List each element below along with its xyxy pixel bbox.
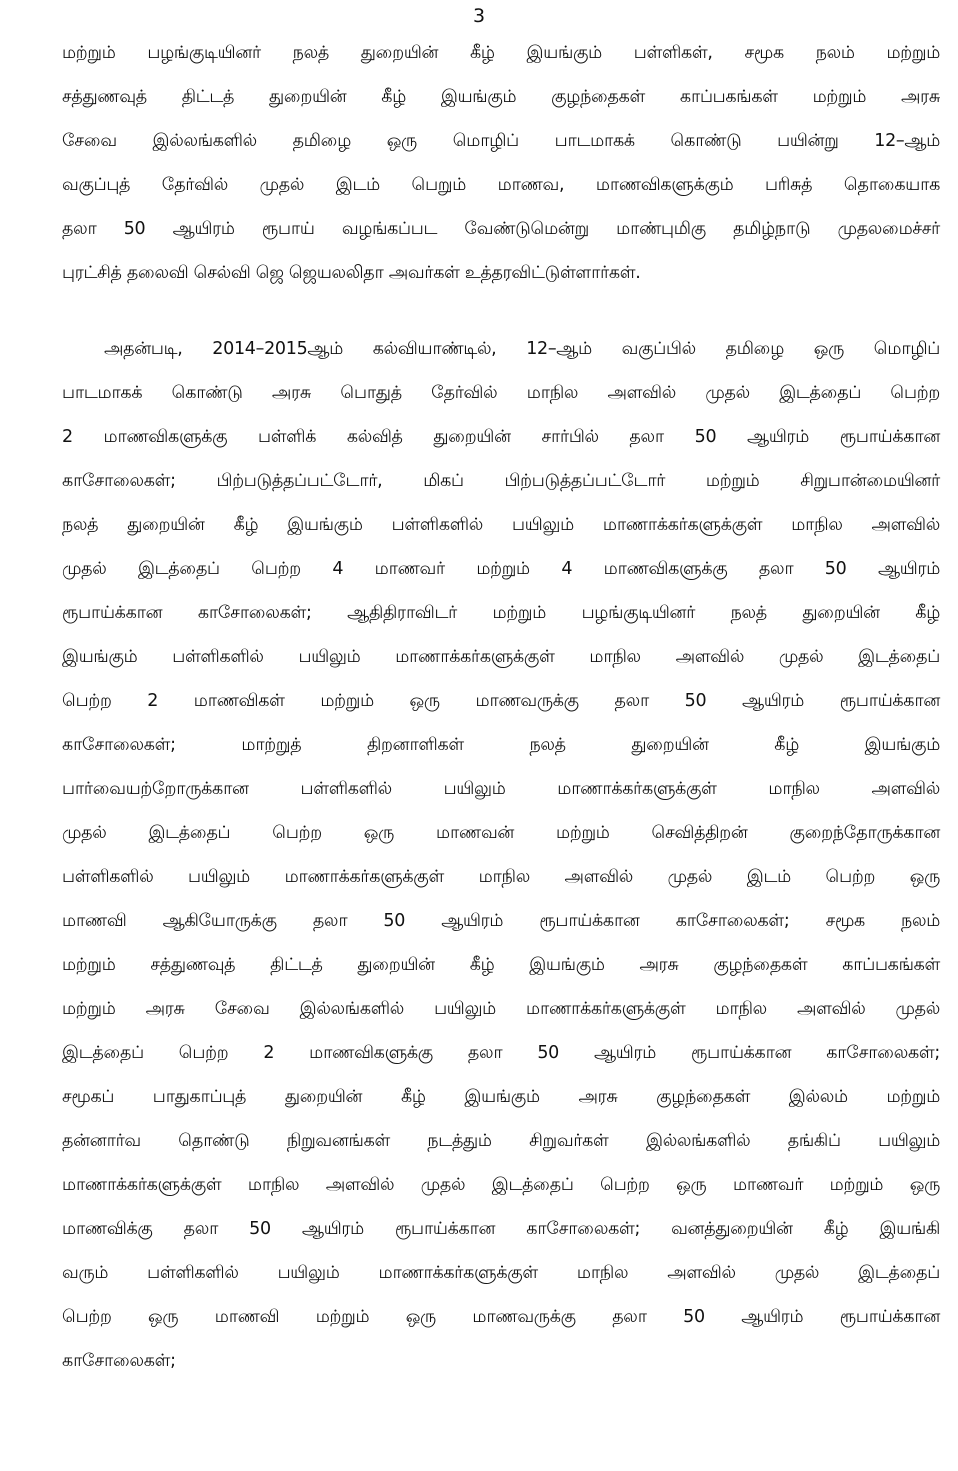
text-line: சேவை இல்லங்களில் தமிழை ஒரு மொழிப் பாடமாகக் கொண்டு பயின்று 12–ஆம் xyxy=(62,131,940,151)
text-line: பள்ளிகளில் பயிலும் மாணாக்கர்களுக்குள் மாநில அளவில் முதல் இடம் பெற்ற ஒரு xyxy=(62,867,940,887)
text-line: புரட்சித் தலைவி செல்வி ஜெ ஜெயலலிதா அவர்கள் உத்தரவிட்டுள்ளார்கள். xyxy=(62,263,641,283)
text-line: அதன்படி, 2014–2015ஆம் கல்வியாண்டில், 12–ஆம் வகுப்பில் தமிழை ஒரு மொழிப் xyxy=(104,339,940,359)
text-line: காசோலைகள்; மாற்றுத் திறனாளிகள் நலத் துறையின் கீழ் இயங்கும் xyxy=(62,735,940,755)
text-line: 2 மாணவிகளுக்கு பள்ளிக் கல்வித் துறையின் சார்பில் தலா 50 ஆயிரம் ரூபாய்க்கான xyxy=(62,427,940,447)
text-line: இடத்தைப் பெற்ற 2 மாணவிகளுக்கு தலா 50 ஆயிரம் ரூபாய்க்கான காசோலைகள்; xyxy=(62,1043,940,1063)
text-line: தன்னார்வ தொண்டு நிறுவனங்கள் நடத்தும் சிறுவர்கள் இல்லங்களில் தங்கிப் பயிலும் xyxy=(62,1131,940,1151)
text-line: தலா 50 ஆயிரம் ரூபாய் வழங்கப்பட வேண்டுமென்று மாண்புமிகு தமிழ்நாடு முதலமைச்சர் xyxy=(62,219,940,239)
paragraph-2 xyxy=(62,327,940,1383)
text-line: மாணாக்கர்களுக்குள் மாநில அளவில் முதல் இடத்தைப் பெற்ற ஒரு மாணவர் மற்றும் ஒரு xyxy=(62,1175,940,1195)
text-line: காசோலைகள்; பிற்படுத்தப்பட்டோர், மிகப் பிற்படுத்தப்பட்டோர் மற்றும் சிறுபான்மையினர் xyxy=(62,471,940,491)
text-line: ரூபாய்க்கான காசோலைகள்; ஆதிதிராவிடர் மற்றும் பழங்குடியினர் நலத் துறையின் கீழ் xyxy=(62,603,940,623)
text-line: மாணவி ஆகியோருக்கு தலா 50 ஆயிரம் ரூபாய்க்கான காசோலைகள்; சமூக நலம் xyxy=(62,911,940,931)
text-line: பாடமாகக் கொண்டு அரசு பொதுத் தேர்வில் மாநில அளவில் முதல் இடத்தைப் பெற்ற xyxy=(62,383,940,403)
text-line: பார்வையற்றோருக்கான பள்ளிகளில் பயிலும் மாணாக்கர்களுக்குள் மாநில அளவில் xyxy=(62,779,940,799)
text-line: சத்துணவுத் திட்டத் துறையின் கீழ் இயங்கும் குழந்தைகள் காப்பகங்கள் மற்றும் அரசு xyxy=(62,87,940,107)
text-line: மற்றும் சத்துணவுத் திட்டத் துறையின் கீழ் இயங்கும் அரசு குழந்தைகள் காப்பகங்கள் xyxy=(62,955,940,975)
page-number: 3 xyxy=(472,5,486,27)
text-line: இயங்கும் பள்ளிகளில் பயிலும் மாணாக்கர்களுக்குள் மாநில அளவில் முதல் இடத்தைப் xyxy=(62,647,940,667)
text-line: முதல் இடத்தைப் பெற்ற ஒரு மாணவன் மற்றும் செவித்திறன் குறைந்தோருக்கான xyxy=(62,823,940,843)
text-line: சமூகப் பாதுகாப்புத் துறையின் கீழ் இயங்கும் அரசு குழந்தைகள் இல்லம் மற்றும் xyxy=(62,1087,940,1107)
paragraph-1 xyxy=(62,31,940,295)
text-line: மாணவிக்கு தலா 50 ஆயிரம் ரூபாய்க்கான காசோலைகள்; வனத்துறையின் கீழ் இயங்கி xyxy=(62,1219,940,1239)
text-line: பெற்ற ஒரு மாணவி மற்றும் ஒரு மாணவருக்கு தலா 50 ஆயிரம் ரூபாய்க்கான xyxy=(62,1307,940,1327)
text-line: முதல் இடத்தைப் பெற்ற 4 மாணவர் மற்றும் 4 மாணவிகளுக்கு தலா 50 ஆயிரம் xyxy=(62,559,940,579)
text-line: வரும் பள்ளிகளில் பயிலும் மாணாக்கர்களுக்குள் மாநில அளவில் முதல் இடத்தைப் xyxy=(62,1263,940,1283)
text-line: மற்றும் அரசு சேவை இல்லங்களில் பயிலும் மாணாக்கர்களுக்குள் மாநில அளவில் முதல் xyxy=(62,999,940,1019)
text-line: காசோலைகள்; xyxy=(62,1351,176,1371)
text-line: நலத் துறையின் கீழ் இயங்கும் பள்ளிகளில் பயிலும் மாணாக்கர்களுக்குள் மாநில அளவில் xyxy=(62,515,940,535)
text-line: மற்றும் பழங்குடியினர் நலத் துறையின் கீழ் இயங்கும் பள்ளிகள், சமூக நலம் மற்றும் xyxy=(62,43,940,63)
text-line: பெற்ற 2 மாணவிகள் மற்றும் ஒரு மாணவருக்கு தலா 50 ஆயிரம் ரூபாய்க்கான xyxy=(62,691,940,711)
text-line: வகுப்புத் தேர்வில் முதல் இடம் பெறும் மாணவ, மாணவிகளுக்கும் பரிசுத் தொகையாக xyxy=(62,175,940,195)
